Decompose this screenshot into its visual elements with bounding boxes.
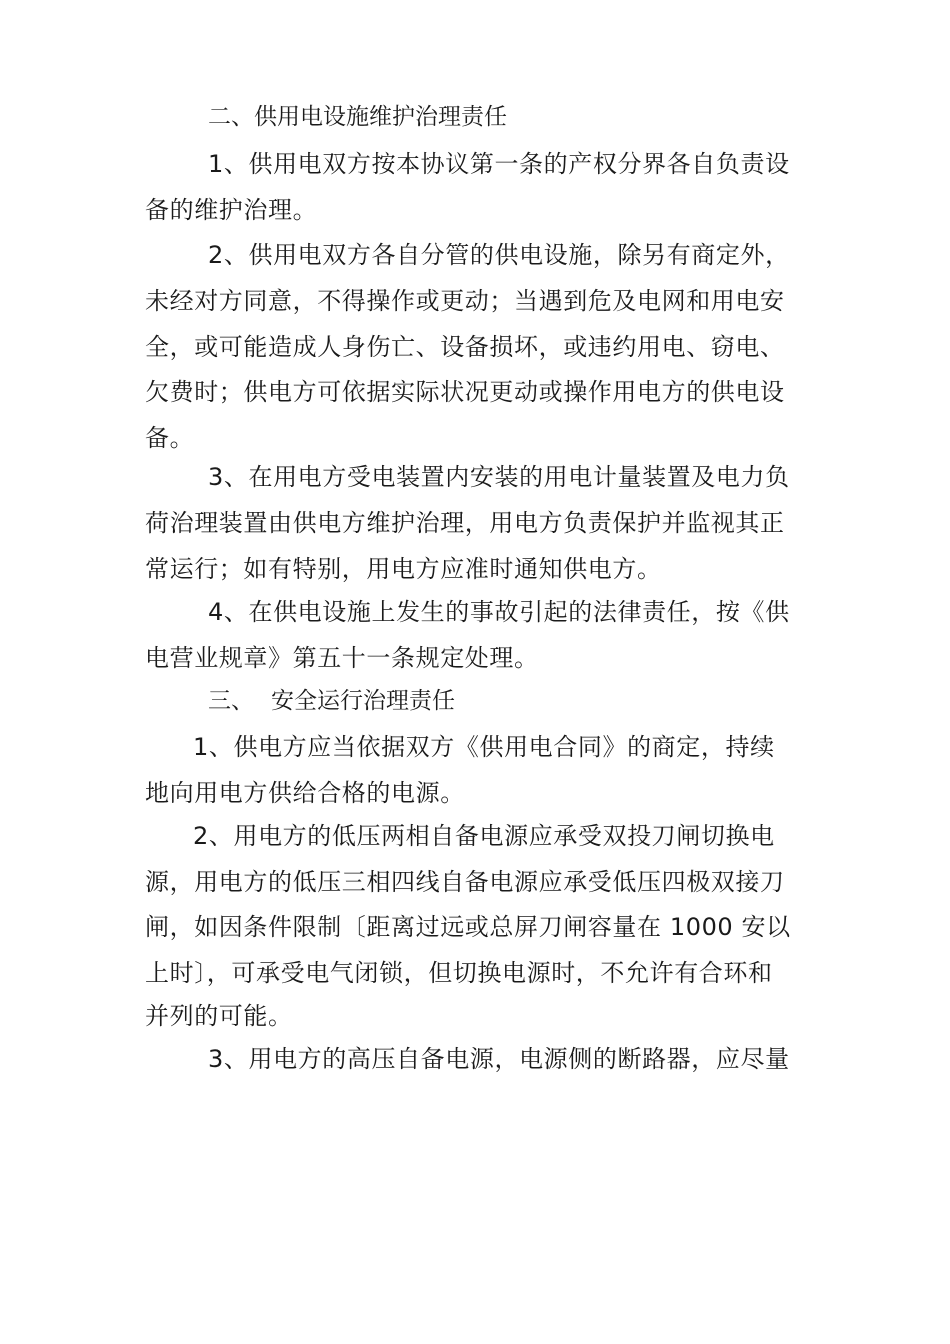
section-2-heading: 二、供用电设施维护治理责任 [208, 104, 507, 130]
section-3-heading-number: 三、 [208, 688, 254, 714]
paragraph-line: 电营业规章》第五十一条规定处理。 [145, 644, 539, 672]
paragraph-line: 1、供用电双方按本协议第一条的产权分界各自负责设 [208, 150, 790, 178]
paragraph-line: 未经对方同意，不得操作或更动；当遇到危及电网和用电安 [145, 287, 785, 315]
paragraph-line: 并列的可能。 [145, 1002, 293, 1030]
paragraph-line: 备的维护治理。 [145, 196, 318, 224]
paragraph-line: 备。 [145, 424, 195, 452]
paragraph-line: 2、用电方的低压两相自备电源应承受双投刀闸切换电 [193, 822, 775, 850]
paragraph-line: 闸，如因条件限制〔距离过远或总屏刀闸容量在 1000 安以 [145, 913, 791, 941]
paragraph-line: 上时〕，可承受电气闭锁，但切换电源时，不允许有合环和 [145, 959, 773, 987]
paragraph-line: 3、在用电方受电装置内安装的用电计量装置及电力负 [208, 463, 790, 491]
paragraph-line: 源，用电方的低压三相四线自备电源应承受低压四极双接刀 [145, 868, 785, 896]
paragraph-line: 全，或可能造成人身伤亡、设备损坏，或违约用电、窃电、 [145, 333, 785, 361]
paragraph-line: 4、在供电设施上发生的事故引起的法律责任，按《供 [208, 598, 790, 626]
paragraph-line: 2、供用电双方各自分管的供电设施，除另有商定外， [208, 241, 790, 269]
paragraph-line: 3、用电方的高压自备电源，电源侧的断路器，应尽量 [208, 1045, 790, 1073]
paragraph-line: 1、供电方应当依据双方《供用电合同》的商定，持续 [193, 733, 775, 761]
paragraph-line: 地向用电方供给合格的电源。 [145, 779, 465, 807]
paragraph-line: 常运行；如有特别，用电方应准时通知供电方。 [145, 555, 662, 583]
paragraph-line: 欠费时；供电方可依据实际状况更动或操作用电方的供电设 [145, 378, 785, 406]
section-3-heading-title: 安全运行治理责任 [271, 688, 455, 714]
paragraph-line: 荷治理装置由供电方维护治理，用电方负责保护并监视其正 [145, 509, 785, 537]
